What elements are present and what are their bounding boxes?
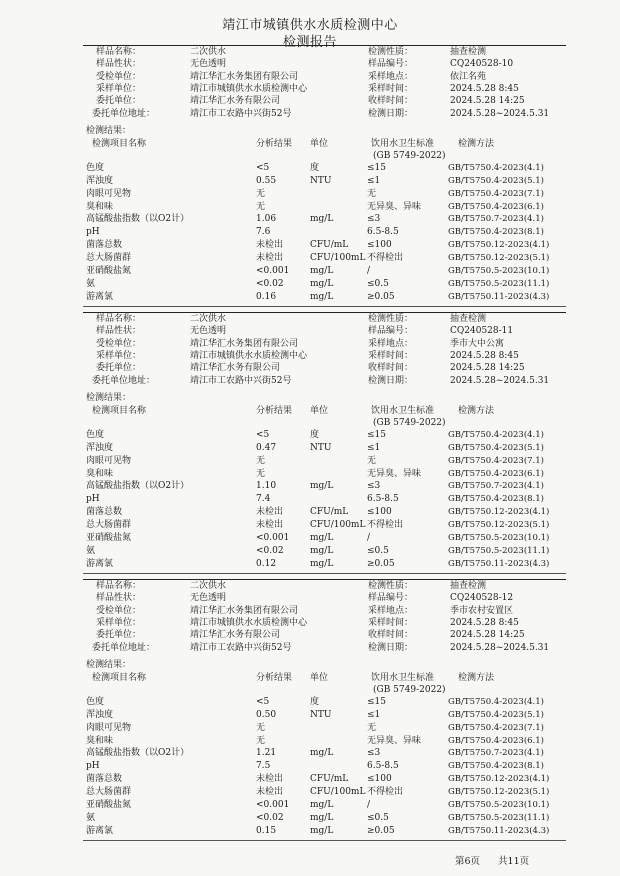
cell-item: 色度 xyxy=(86,429,105,440)
label-sampling-time: 采样时间： xyxy=(368,350,414,361)
col-header-result: 分析结果 xyxy=(256,138,293,149)
cell-standard: 无 xyxy=(367,722,377,733)
label-test-nature: 检测性质： xyxy=(368,314,414,324)
cell-item: 氨 xyxy=(86,278,96,289)
label-sampling-time: 采样时间： xyxy=(368,83,414,94)
cell-method: GB/T5750.4-2023(6.1) xyxy=(448,201,544,212)
cell-unit: 度 xyxy=(310,429,320,440)
col-header-unit: 单位 xyxy=(310,405,329,416)
value-sample-name: 二次供水 xyxy=(190,47,227,57)
cell-standard: ≤0.5 xyxy=(367,812,389,823)
col-header-standard: 饮用水卫生标准 xyxy=(371,138,435,149)
cell-item: 亚硝酸盐氮 xyxy=(86,266,132,276)
block-bottom-rule xyxy=(83,840,566,841)
value-sampling-place: 季市农村安置区 xyxy=(450,605,514,616)
cell-method: GB/T5750.7-2023(4.1) xyxy=(448,481,544,492)
cell-unit: 度 xyxy=(310,162,320,173)
cell-method: GB/T5750.12-2023(5.1) xyxy=(448,787,550,798)
value-receive-time: 2024.5.28 14:25 xyxy=(450,630,525,641)
cell-result: <0.001 xyxy=(256,533,290,543)
value-sampler: 靖江市城镇供水水质检测中心 xyxy=(190,350,308,361)
cell-standard: 无异臭、异味 xyxy=(367,735,422,746)
value-sampling-time: 2024.5.28 8:45 xyxy=(450,83,519,94)
label-client-addr: 委托单位地址： xyxy=(92,642,156,653)
value-sampler: 靖江市城镇供水水质检测中心 xyxy=(190,617,308,628)
value-sample-state: 无色透明 xyxy=(190,593,227,604)
label-sampling-place: 采样地点： xyxy=(368,605,414,616)
cell-item: pH xyxy=(86,227,100,238)
label-sample-no: 样品编号： xyxy=(368,593,414,604)
cell-item: 肉眼可见物 xyxy=(86,722,132,733)
cell-unit: mg/L xyxy=(310,266,334,276)
col-header-unit: 单位 xyxy=(310,672,329,683)
cell-unit: mg/L xyxy=(310,533,334,543)
cell-item: 色度 xyxy=(86,162,105,173)
cell-unit: mg/L xyxy=(310,800,334,810)
cell-result: 无 xyxy=(256,735,266,746)
cell-result: <5 xyxy=(256,162,270,173)
cell-method: GB/T5750.4-2023(6.1) xyxy=(448,468,544,479)
label-receive-time: 收样时间： xyxy=(368,363,414,374)
cell-unit: CFU/mL xyxy=(310,507,349,518)
cell-standard: 无异臭、异味 xyxy=(367,468,422,479)
label-sample-no: 样品编号： xyxy=(368,326,414,337)
label-sampler: 采样单位： xyxy=(96,350,142,361)
value-sample-state: 无色透明 xyxy=(190,59,227,70)
cell-item: 浑浊度 xyxy=(86,442,114,453)
cell-unit: CFU/100mL xyxy=(310,253,366,264)
cell-result: 无 xyxy=(256,188,266,199)
cell-standard: ≤3 xyxy=(367,214,381,225)
label-sample-state: 样品性状： xyxy=(96,593,142,604)
value-sample-no: CQ240528-12 xyxy=(450,593,514,604)
label-sampler: 采样单位： xyxy=(96,83,142,94)
cell-method: GB/T5750.12-2023(4.1) xyxy=(448,507,550,518)
cell-standard: 6.5-8.5 xyxy=(367,494,399,505)
cell-item: 浑浊度 xyxy=(86,175,114,186)
cell-unit: NTU xyxy=(310,709,332,720)
cell-standard: ≤15 xyxy=(367,696,386,707)
cell-result: 0.55 xyxy=(256,175,277,186)
results-label: 检测结果： xyxy=(86,392,132,403)
value-sample-no: CQ240528-11 xyxy=(450,326,514,337)
cell-method: GB/T5750.11-2023(4.3) xyxy=(448,291,550,302)
cell-item: 菌落总数 xyxy=(86,240,123,251)
cell-standard: ≤0.5 xyxy=(367,545,389,556)
value-sampling-place: 季市大中公寓 xyxy=(450,338,505,349)
value-sample-no: CQ240528-10 xyxy=(450,59,514,70)
cell-unit: mg/L xyxy=(310,825,334,836)
value-inspected: 靖江华汇水务集团有限公司 xyxy=(190,605,299,616)
cell-standard: 无 xyxy=(367,188,377,199)
cell-item: 游离氯 xyxy=(86,825,114,836)
cell-result: <0.02 xyxy=(256,278,284,289)
cell-result: 0.12 xyxy=(256,558,277,569)
value-client: 靖江华汇水务有限公司 xyxy=(190,630,281,641)
col-header-method: 检测方法 xyxy=(458,138,495,149)
cell-standard: 无 xyxy=(367,455,377,466)
cell-result: <0.02 xyxy=(256,812,284,823)
col-header-standard: 饮用水卫生标准 xyxy=(371,405,435,416)
cell-method: GB/T5750.5-2023(10.1) xyxy=(448,800,550,810)
page-total: 共11页 xyxy=(498,856,530,867)
cell-standard: / xyxy=(367,800,371,810)
cell-method: GB/T5750.7-2023(4.1) xyxy=(448,748,544,759)
cell-result: 0.16 xyxy=(256,291,277,302)
cell-standard: ≤15 xyxy=(367,429,386,440)
cell-item: 高锰酸盐指数（以O2计） xyxy=(86,481,190,492)
cell-standard: ≤15 xyxy=(367,162,386,173)
cell-method: GB/T5750.5-2023(10.1) xyxy=(448,533,550,543)
value-inspected: 靖江华汇水务集团有限公司 xyxy=(190,338,299,349)
cell-method: GB/T5750.5-2023(10.1) xyxy=(448,266,550,276)
cell-item: pH xyxy=(86,761,100,772)
cell-unit: CFU/mL xyxy=(310,240,349,251)
cell-item: 游离氯 xyxy=(86,291,114,302)
cell-standard: / xyxy=(367,266,371,276)
col-header-unit: 单位 xyxy=(310,138,329,149)
value-client-addr: 靖江市工农路中兴街52号 xyxy=(190,642,292,653)
cell-result: 1.21 xyxy=(256,748,277,759)
cell-standard: ≤0.5 xyxy=(367,278,389,289)
cell-unit: mg/L xyxy=(310,558,334,569)
cell-standard: ≥0.05 xyxy=(367,558,395,569)
label-sample-name: 样品名称： xyxy=(96,47,142,57)
cell-result: 未检出 xyxy=(256,774,284,785)
cell-result: <0.02 xyxy=(256,545,284,556)
col-header-method: 检测方法 xyxy=(458,672,495,683)
cell-method: GB/T5750.11-2023(4.3) xyxy=(448,558,550,569)
cell-result: <0.001 xyxy=(256,800,290,810)
cell-standard: ≤1 xyxy=(367,175,381,186)
value-test-nature: 抽查检测 xyxy=(450,314,487,324)
cell-item: pH xyxy=(86,494,100,505)
cell-item: 菌落总数 xyxy=(86,507,123,518)
cell-method: GB/T5750.5-2023(11.1) xyxy=(448,812,550,823)
cell-standard: ≤3 xyxy=(367,481,381,492)
cell-unit: 度 xyxy=(310,696,320,707)
cell-standard: ≤1 xyxy=(367,709,381,720)
cell-result: <5 xyxy=(256,429,270,440)
cell-result: 未检出 xyxy=(256,253,284,264)
cell-standard: ≤3 xyxy=(367,748,381,759)
label-sample-state: 样品性状： xyxy=(96,326,142,337)
value-receive-time: 2024.5.28 14:25 xyxy=(450,363,525,374)
cell-result: 0.47 xyxy=(256,442,277,453)
cell-result: <0.001 xyxy=(256,266,290,276)
cell-method: GB/T5750.4-2023(5.1) xyxy=(448,709,544,720)
label-test-date: 检测日期： xyxy=(368,375,414,386)
col-header-item: 检测项目名称 xyxy=(92,672,147,683)
value-sampling-place: 依江名苑 xyxy=(450,71,487,82)
label-client: 委托单位： xyxy=(96,630,142,641)
cell-result: 0.15 xyxy=(256,825,277,836)
cell-standard: ≤1 xyxy=(367,442,381,453)
cell-unit: mg/L xyxy=(310,545,334,556)
cell-item: 氨 xyxy=(86,545,96,556)
cell-item: 臭和味 xyxy=(86,468,114,479)
cell-method: GB/T5750.4-2023(8.1) xyxy=(448,494,544,505)
page-number: 第6页 xyxy=(455,856,481,867)
cell-unit: mg/L xyxy=(310,481,334,492)
cell-standard: 无异臭、异味 xyxy=(367,201,422,212)
cell-unit: CFU/100mL xyxy=(310,787,366,798)
label-receive-time: 收样时间： xyxy=(368,96,414,107)
cell-unit: mg/L xyxy=(310,214,334,225)
value-sampling-time: 2024.5.28 8:45 xyxy=(450,617,519,628)
value-test-date: 2024.5.28~2024.5.31 xyxy=(450,642,550,653)
cell-unit: mg/L xyxy=(310,812,334,823)
cell-item: 总大肠菌群 xyxy=(86,787,132,798)
cell-method: GB/T5750.4-2023(4.1) xyxy=(448,696,544,707)
cell-result: 7.4 xyxy=(256,494,271,505)
label-test-date: 检测日期： xyxy=(368,642,414,653)
cell-item: 色度 xyxy=(86,696,105,707)
cell-unit: mg/L xyxy=(310,278,334,289)
cell-item: 高锰酸盐指数（以O2计） xyxy=(86,748,190,759)
cell-standard: ≤100 xyxy=(367,507,392,518)
cell-result: 无 xyxy=(256,455,266,466)
label-inspected: 受检单位： xyxy=(96,605,142,616)
cell-result: 0.50 xyxy=(256,709,277,720)
value-sample-name: 二次供水 xyxy=(190,314,227,324)
block-top-rule xyxy=(83,579,566,580)
cell-result: 未检出 xyxy=(256,787,284,798)
page-footer xyxy=(455,853,547,867)
cell-method: GB/T5750.4-2023(7.1) xyxy=(448,455,544,466)
cell-method: GB/T5750.4-2023(8.1) xyxy=(448,761,544,772)
cell-standard: / xyxy=(367,533,371,543)
value-test-date: 2024.5.28~2024.5.31 xyxy=(450,108,550,119)
cell-method: GB/T5750.4-2023(7.1) xyxy=(448,722,544,733)
cell-standard: ≤100 xyxy=(367,774,392,785)
col-header-result: 分析结果 xyxy=(256,405,293,416)
value-client: 靖江华汇水务有限公司 xyxy=(190,363,281,374)
label-client-addr: 委托单位地址： xyxy=(92,108,156,119)
cell-standard: ≥0.05 xyxy=(367,291,395,302)
cell-result: 7.5 xyxy=(256,761,271,772)
cell-method: GB/T5750.12-2023(4.1) xyxy=(448,240,550,251)
cell-item: 臭和味 xyxy=(86,201,114,212)
col-header-result: 分析结果 xyxy=(256,672,293,683)
cell-item: 高锰酸盐指数（以O2计） xyxy=(86,214,190,225)
cell-standard: 6.5-8.5 xyxy=(367,761,399,772)
label-sample-state: 样品性状： xyxy=(96,59,142,70)
col-header-standard-code: (GB 5749-2022) xyxy=(373,417,446,428)
block-top-rule xyxy=(83,45,566,46)
cell-result: 1.10 xyxy=(256,481,277,492)
cell-method: GB/T5750.4-2023(7.1) xyxy=(448,188,544,199)
cell-method: GB/T5750.12-2023(5.1) xyxy=(448,520,550,531)
col-header-standard-code: (GB 5749-2022) xyxy=(373,684,446,695)
cell-method: GB/T5750.12-2023(5.1) xyxy=(448,253,550,264)
cell-result: <5 xyxy=(256,696,270,707)
cell-item: 游离氯 xyxy=(86,558,114,569)
cell-result: 无 xyxy=(256,722,266,733)
value-client-addr: 靖江市工农路中兴街52号 xyxy=(190,375,292,386)
cell-result: 1.06 xyxy=(256,214,277,225)
results-label: 检测结果： xyxy=(86,659,132,670)
cell-standard: 不得检出 xyxy=(367,520,404,531)
cell-method: GB/T5750.4-2023(6.1) xyxy=(448,735,544,746)
cell-standard: 6.5-8.5 xyxy=(367,227,399,238)
cell-method: GB/T5750.4-2023(5.1) xyxy=(448,175,544,186)
value-sample-state: 无色透明 xyxy=(190,326,227,337)
cell-result: 未检出 xyxy=(256,520,284,531)
cell-result: 无 xyxy=(256,201,266,212)
cell-result: 无 xyxy=(256,468,266,479)
col-header-method: 检测方法 xyxy=(458,405,495,416)
report-title: 检测报告 xyxy=(282,35,337,50)
value-receive-time: 2024.5.28 14:25 xyxy=(450,96,525,107)
cell-unit: CFU/mL xyxy=(310,774,349,785)
value-sampling-time: 2024.5.28 8:45 xyxy=(450,350,519,361)
cell-result: 未检出 xyxy=(256,507,284,518)
cell-item: 臭和味 xyxy=(86,735,114,746)
label-receive-time: 收样时间： xyxy=(368,630,414,641)
col-header-item: 检测项目名称 xyxy=(92,405,147,416)
block-bottom-rule xyxy=(83,573,566,574)
label-test-date: 检测日期： xyxy=(368,108,414,119)
cell-unit: mg/L xyxy=(310,748,334,759)
value-test-nature: 抽查检测 xyxy=(450,581,487,591)
cell-item: 氨 xyxy=(86,812,96,823)
label-client-addr: 委托单位地址： xyxy=(92,375,156,386)
label-client: 委托单位： xyxy=(96,96,142,107)
cell-method: GB/T5750.7-2023(4.1) xyxy=(448,214,544,225)
cell-item: 亚硝酸盐氮 xyxy=(86,533,132,543)
label-sampling-place: 采样地点： xyxy=(368,338,414,349)
col-header-standard-code: (GB 5749-2022) xyxy=(373,150,446,161)
cell-method: GB/T5750.4-2023(4.1) xyxy=(448,162,544,173)
cell-method: GB/T5750.11-2023(4.3) xyxy=(448,825,550,836)
value-inspected: 靖江华汇水务集团有限公司 xyxy=(190,71,299,82)
label-inspected: 受检单位： xyxy=(96,71,142,82)
cell-method: GB/T5750.5-2023(11.1) xyxy=(448,278,550,289)
label-test-nature: 检测性质： xyxy=(368,581,414,591)
value-sampler: 靖江市城镇供水水质检测中心 xyxy=(190,83,308,94)
cell-item: 菌落总数 xyxy=(86,774,123,785)
label-client: 委托单位： xyxy=(96,363,142,374)
cell-standard: ≤100 xyxy=(367,240,392,251)
results-label: 检测结果： xyxy=(86,125,132,136)
label-test-nature: 检测性质： xyxy=(368,47,414,57)
cell-standard: 不得检出 xyxy=(367,787,404,798)
cell-item: 亚硝酸盐氮 xyxy=(86,800,132,810)
cell-unit: mg/L xyxy=(310,291,334,302)
col-header-item: 检测项目名称 xyxy=(92,138,147,149)
cell-unit: NTU xyxy=(310,175,332,186)
cell-item: 总大肠菌群 xyxy=(86,520,132,531)
col-header-standard: 饮用水卫生标准 xyxy=(371,672,435,683)
org-title: 靖江市城镇供水水质检测中心 xyxy=(222,18,398,33)
cell-result: 7.6 xyxy=(256,227,271,238)
value-sample-name: 二次供水 xyxy=(190,581,227,591)
label-sampling-place: 采样地点： xyxy=(368,71,414,82)
cell-standard: 不得检出 xyxy=(367,253,404,264)
label-sample-name: 样品名称： xyxy=(96,581,142,591)
label-sample-no: 样品编号： xyxy=(368,59,414,70)
cell-item: 肉眼可见物 xyxy=(86,455,132,466)
label-sampling-time: 采样时间： xyxy=(368,617,414,628)
cell-unit: CFU/100mL xyxy=(310,520,366,531)
cell-method: GB/T5750.12-2023(4.1) xyxy=(448,774,550,785)
cell-unit: NTU xyxy=(310,442,332,453)
cell-method: GB/T5750.5-2023(11.1) xyxy=(448,545,550,556)
cell-result: 未检出 xyxy=(256,240,284,251)
cell-method: GB/T5750.4-2023(4.1) xyxy=(448,429,544,440)
value-test-nature: 抽查检测 xyxy=(450,47,487,57)
value-client: 靖江华汇水务有限公司 xyxy=(190,96,281,107)
label-inspected: 受检单位： xyxy=(96,338,142,349)
label-sample-name: 样品名称： xyxy=(96,314,142,324)
cell-method: GB/T5750.4-2023(8.1) xyxy=(448,227,544,238)
cell-item: 浑浊度 xyxy=(86,709,114,720)
block-bottom-rule xyxy=(83,306,566,307)
cell-item: 肉眼可见物 xyxy=(86,188,132,199)
cell-method: GB/T5750.4-2023(5.1) xyxy=(448,442,544,453)
cell-standard: ≥0.05 xyxy=(367,825,395,836)
value-test-date: 2024.5.28~2024.5.31 xyxy=(450,375,550,386)
label-sampler: 采样单位： xyxy=(96,617,142,628)
block-top-rule xyxy=(83,312,566,313)
cell-item: 总大肠菌群 xyxy=(86,253,132,264)
value-client-addr: 靖江市工农路中兴街52号 xyxy=(190,108,292,119)
